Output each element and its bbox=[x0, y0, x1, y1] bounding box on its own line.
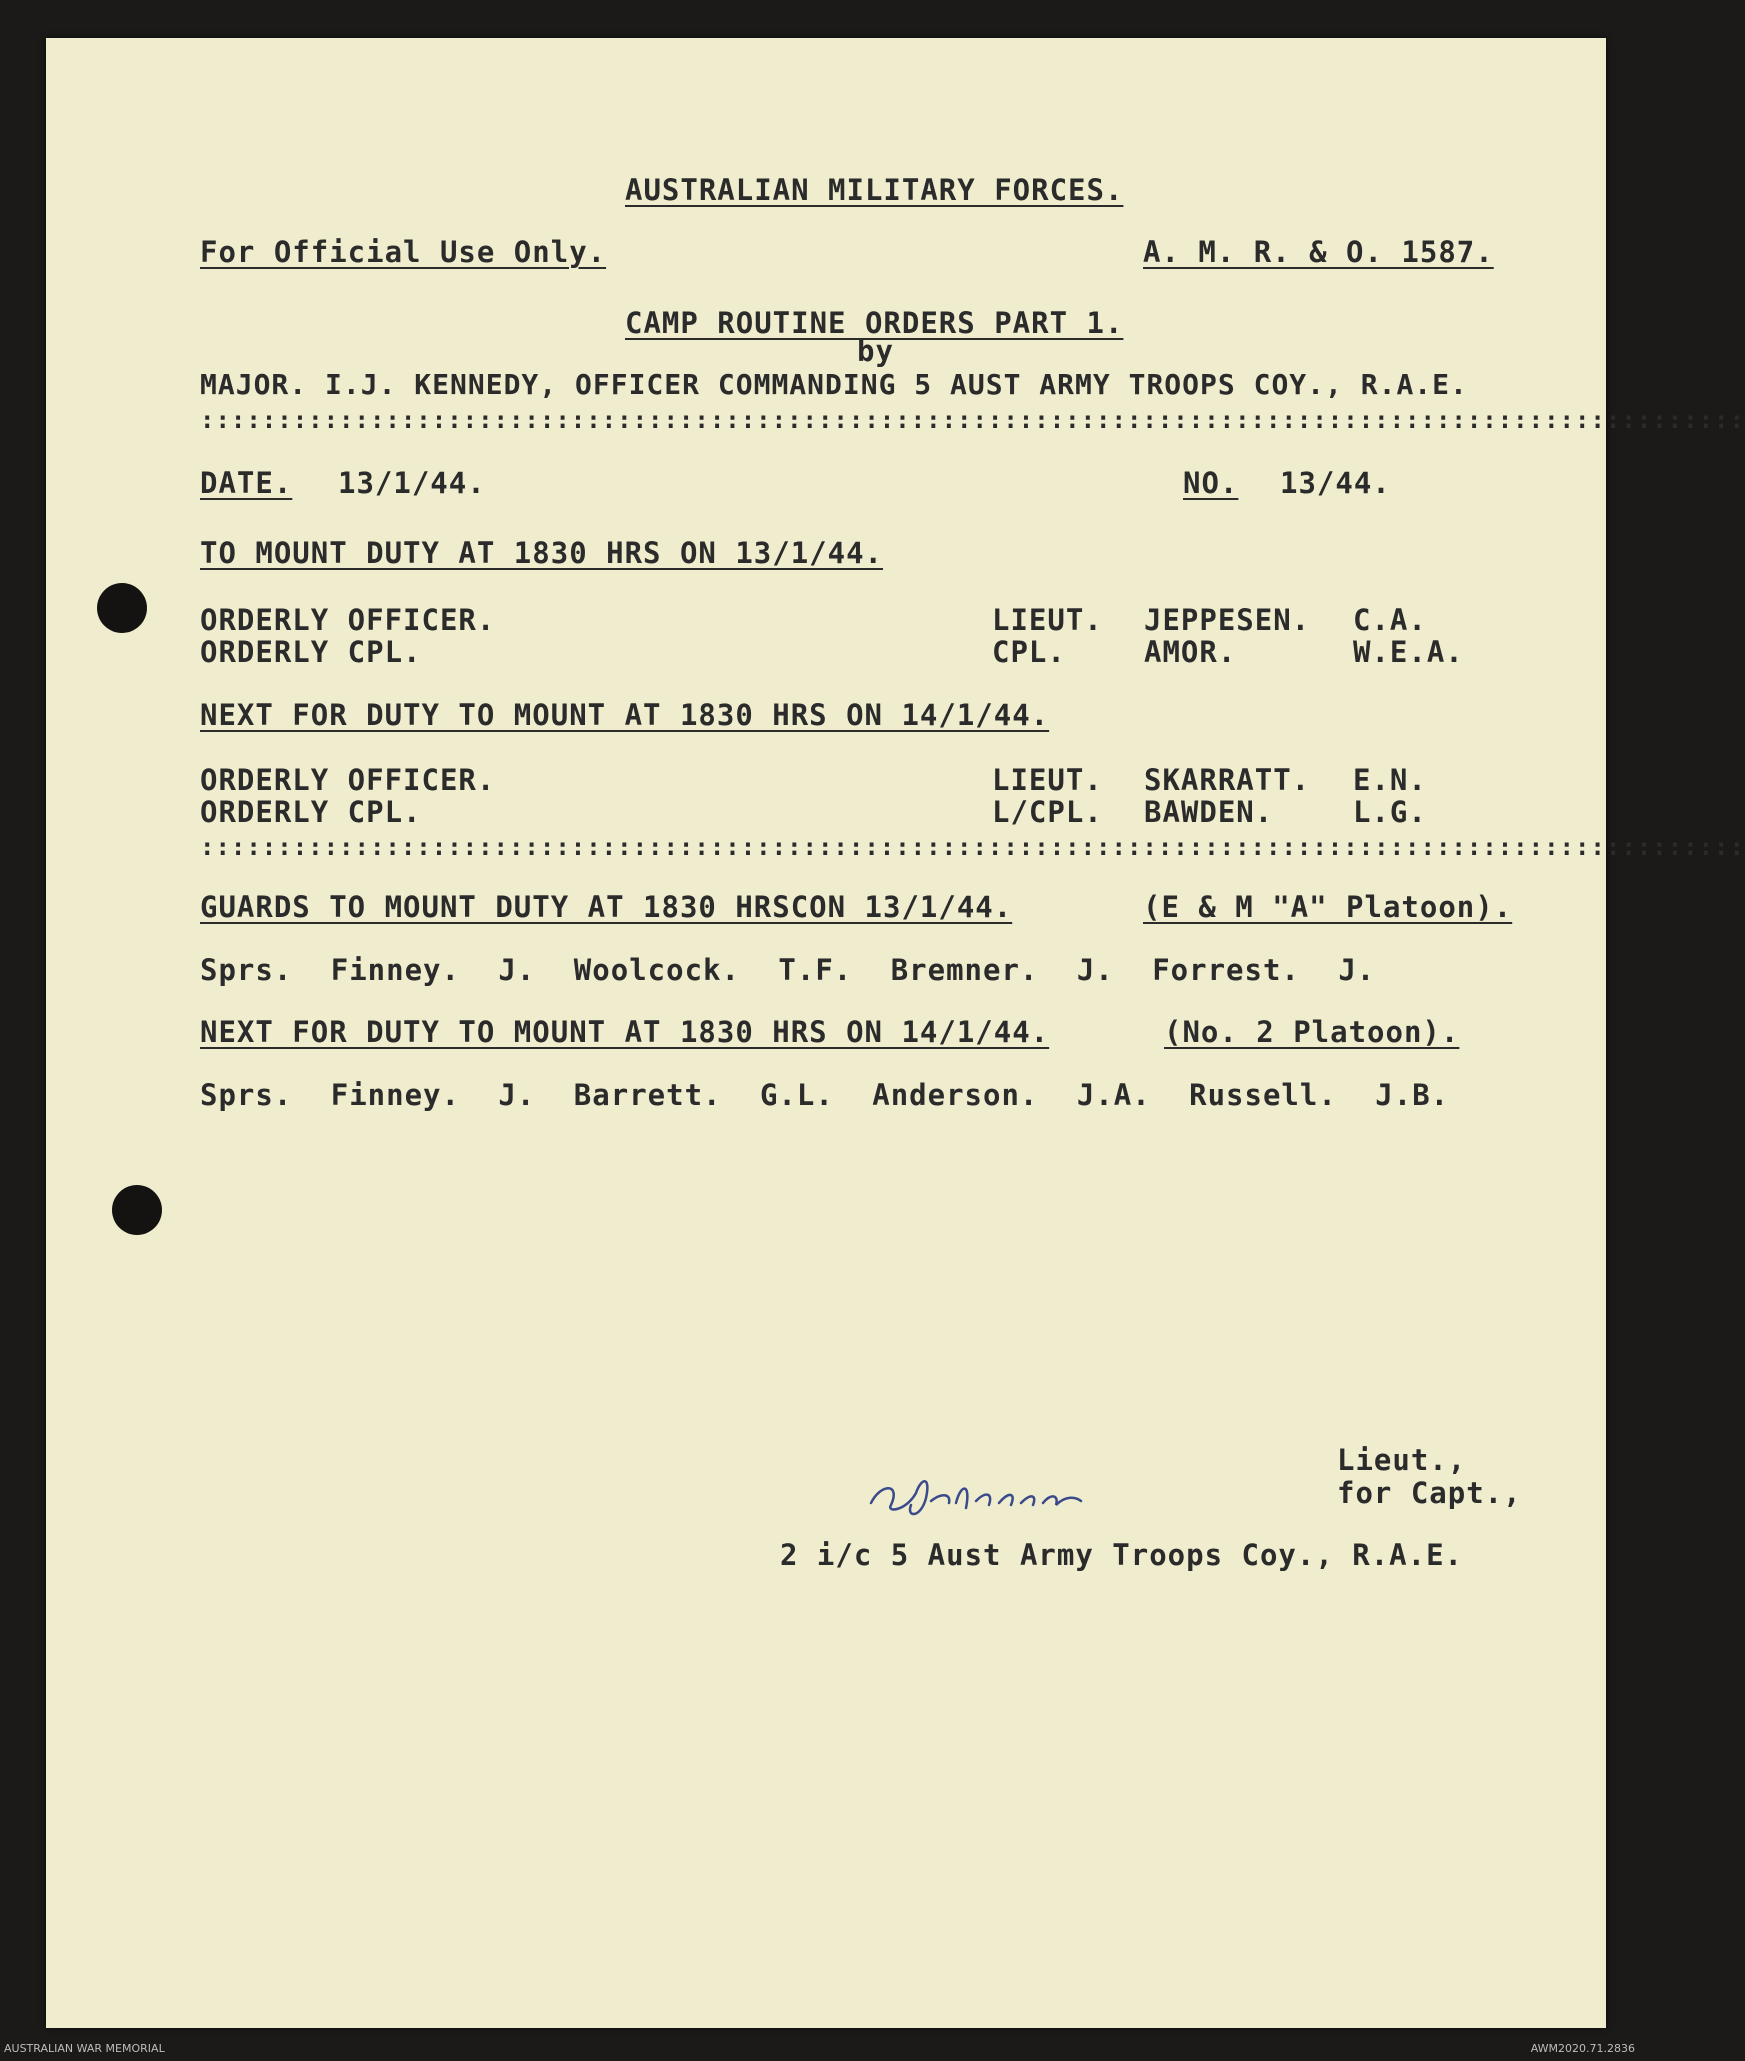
signatory-rank: Lieut., bbox=[1337, 1443, 1467, 1477]
separator-dots-top: :::::::::::::::::::::::::::::::::::::::::::::::::::::::::::::::::::::::::::::::::::::::::::::::::::: bbox=[200, 406, 1745, 434]
next-duty-name: SKARRATT. bbox=[1144, 763, 1311, 797]
duty-role: ORDERLY CPL. bbox=[200, 635, 422, 669]
punch-hole-bottom bbox=[112, 1185, 162, 1235]
signatory-unit: 2 i/c 5 Aust Army Troops Coy., R.A.E. bbox=[780, 1538, 1464, 1572]
next-duty-initials: E.N. bbox=[1353, 763, 1427, 797]
next-duty-heading: NEXT FOR DUTY TO MOUNT AT 1830 HRS ON 14/1/44. bbox=[200, 698, 1050, 732]
guards-unit: (E & M "A" Platoon). bbox=[1143, 890, 1513, 924]
issuer-line: MAJOR. I.J. KENNEDY, OFFICER COMMANDING 5 AUST ARMY TROOPS COY., R.A.E. bbox=[200, 368, 1468, 401]
orders-subtitle: CAMP ROUTINE ORDERS PART 1. bbox=[625, 306, 1124, 340]
reference-number: A. M. R. & O. 1587. bbox=[1143, 235, 1494, 269]
document-title: AUSTRALIAN MILITARY FORCES. bbox=[625, 173, 1124, 207]
separator-dots-middle: :::::::::::::::::::::::::::::::::::::::::::::::::::::::::::::::::::::::::::::::::::::::::::::::::::: bbox=[200, 833, 1745, 861]
by-label: by bbox=[857, 334, 894, 368]
duty-initials: C.A. bbox=[1353, 603, 1427, 637]
next-duty-role: ORDERLY OFFICER. bbox=[200, 763, 496, 797]
next-duty-name: BAWDEN. bbox=[1144, 795, 1274, 829]
duty-role: ORDERLY OFFICER. bbox=[200, 603, 496, 637]
footer-right: AWM2020.71.2836 bbox=[1530, 2042, 1635, 2055]
duty-name: AMOR. bbox=[1144, 635, 1237, 669]
classification-label: For Official Use Only. bbox=[200, 235, 607, 269]
date-value: 13/1/44. bbox=[338, 466, 486, 500]
punch-hole-top bbox=[97, 583, 147, 633]
footer-left: AUSTRALIAN WAR MEMORIAL bbox=[4, 2042, 165, 2055]
order-number-value: 13/44. bbox=[1280, 466, 1391, 500]
guards-names: Sprs. Finney. J. Woolcock. T.F. Bremner. J. Forrest. J. bbox=[200, 953, 1376, 987]
next-guards-unit: (No. 2 Platoon). bbox=[1164, 1015, 1460, 1049]
next-duty-initials: L.G. bbox=[1353, 795, 1427, 829]
duty-rank: LIEUT. bbox=[992, 603, 1103, 637]
next-duty-rank: L/CPL. bbox=[992, 795, 1103, 829]
next-guards-names: Sprs. Finney. J. Barrett. G.L. Anderson. J.A. Russell. J.B. bbox=[200, 1078, 1450, 1112]
duty-heading: TO MOUNT DUTY AT 1830 HRS ON 13/1/44. bbox=[200, 536, 884, 570]
order-number-label: NO. bbox=[1183, 466, 1239, 500]
guards-heading: GUARDS TO MOUNT DUTY AT 1830 HRSCON 13/1/44. bbox=[200, 890, 1013, 924]
duty-initials: W.E.A. bbox=[1353, 635, 1464, 669]
next-guards-heading: NEXT FOR DUTY TO MOUNT AT 1830 HRS ON 14/1/44. bbox=[200, 1015, 1050, 1049]
document-page bbox=[46, 38, 1745, 2028]
duty-rank: CPL. bbox=[992, 635, 1066, 669]
date-label: DATE. bbox=[200, 466, 293, 500]
next-duty-rank: LIEUT. bbox=[992, 763, 1103, 797]
signatory-for: for Capt., bbox=[1337, 1476, 1522, 1510]
handwritten-signature bbox=[861, 1463, 1161, 1523]
next-duty-role: ORDERLY CPL. bbox=[200, 795, 422, 829]
duty-name: JEPPESEN. bbox=[1144, 603, 1311, 637]
